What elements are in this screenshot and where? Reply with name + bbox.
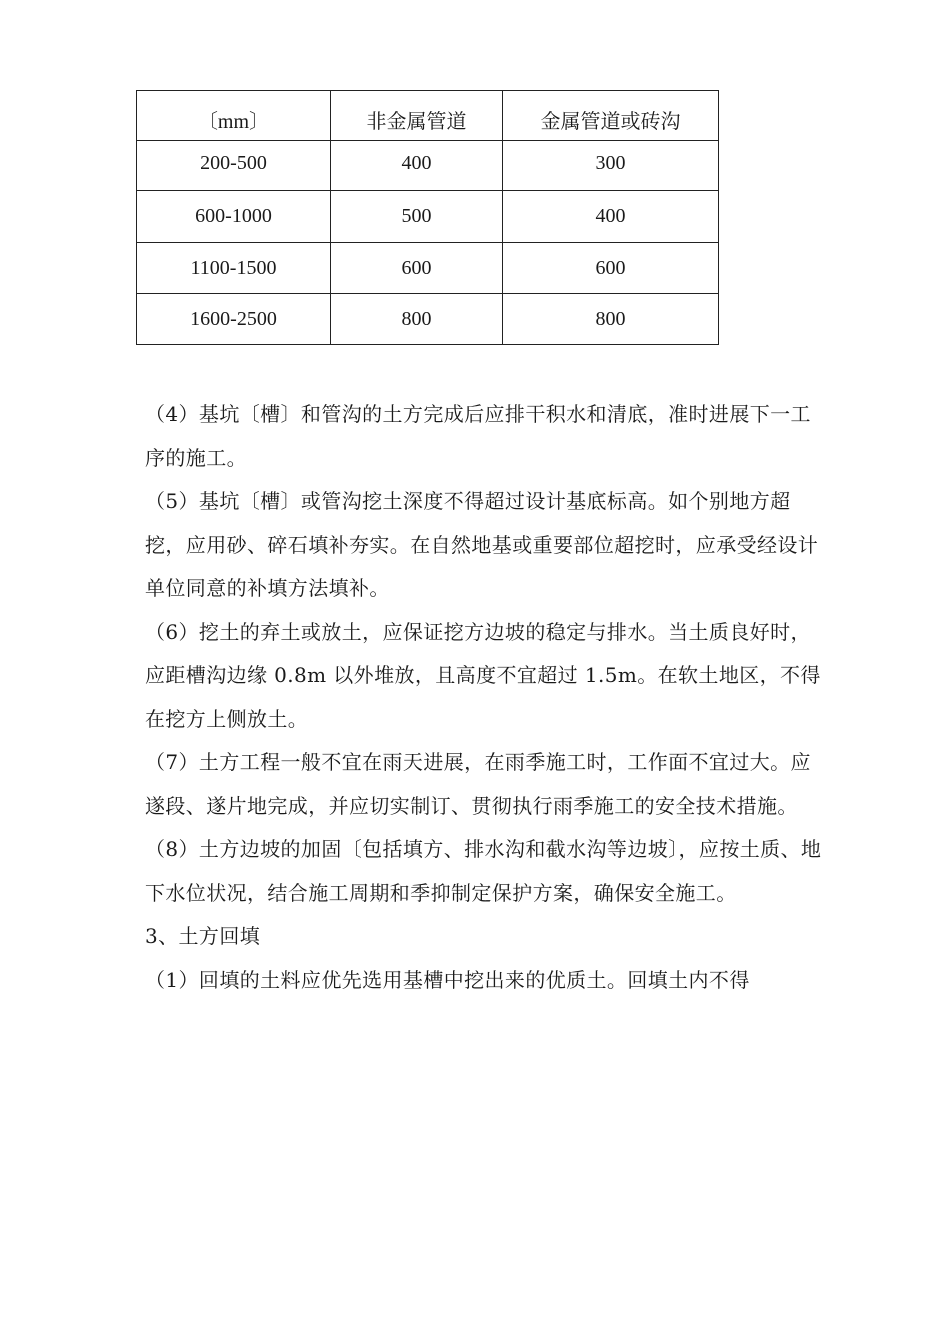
paragraph-item-8: （8）土方边坡的加固〔包括填方、排水沟和截水沟等边坡〕，应按土质、地下水位状况，结合施工周期和季抑制定保护方案，确保安全施工。 bbox=[145, 837, 822, 905]
table-cell: 200-500 bbox=[137, 141, 331, 191]
table-row bbox=[137, 191, 719, 243]
table-cell: 400 bbox=[503, 191, 719, 243]
paragraph-item-5: （5）基坑〔槽〕或管沟挖土深度不得超过设计基底标高。如个别地方超挖，应用砂、碎石填补夯实。在自然地基或重要部位超挖时，应承受经设计单位同意的补填方法填补。 bbox=[145, 489, 819, 600]
table-row bbox=[137, 141, 719, 191]
table-header-row bbox=[137, 91, 719, 141]
table-row bbox=[137, 243, 719, 294]
paragraph-item-7: （7）土方工程一般不宜在雨天进展，在雨季施工时，工作面不宜过大。应遂段、遂片地完成，并应切实制订、贯彻执行雨季施工的安全技术措施。 bbox=[145, 750, 811, 818]
table-cell: 1600-2500 bbox=[137, 294, 331, 345]
table-header-cell: 非金属管道 bbox=[331, 91, 503, 141]
paragraph-item-4: （4）基坑〔槽〕和管沟的土方完成后应排干积水和清底，准时进展下一工序的施工。 bbox=[145, 402, 811, 470]
table-cell: 800 bbox=[503, 294, 719, 345]
table-cell: 800 bbox=[331, 294, 503, 345]
table-header-cell: 金属管道或砖沟 bbox=[503, 91, 719, 141]
paragraph-item-1: （1）回填的土料应优先选用基槽中挖出来的优质土。回填土内不得 bbox=[145, 967, 750, 992]
table-cell: 600-1000 bbox=[137, 191, 331, 243]
table-cell: 300 bbox=[503, 141, 719, 191]
table-cell: 1100-1500 bbox=[137, 243, 331, 294]
table-cell: 600 bbox=[331, 243, 503, 294]
table-row bbox=[137, 294, 719, 345]
table-cell: 500 bbox=[331, 191, 503, 243]
table-header-cell: 〔mm〕 bbox=[137, 91, 331, 141]
table-cell: 400 bbox=[331, 141, 503, 191]
spacing-table bbox=[136, 90, 719, 345]
section-heading: 3、土方回填 bbox=[145, 924, 261, 948]
body-text bbox=[145, 393, 825, 1002]
paragraph-item-6: （6）挖土的弃土或放土，应保证挖方边坡的稳定与排水。当土质良好时，应距槽沟边缘 0.8m 以外堆放，且高度不宜超过 1.5m。在软土地区，不得在挖方上侧放土。 bbox=[145, 619, 821, 731]
table-cell: 600 bbox=[503, 243, 719, 294]
